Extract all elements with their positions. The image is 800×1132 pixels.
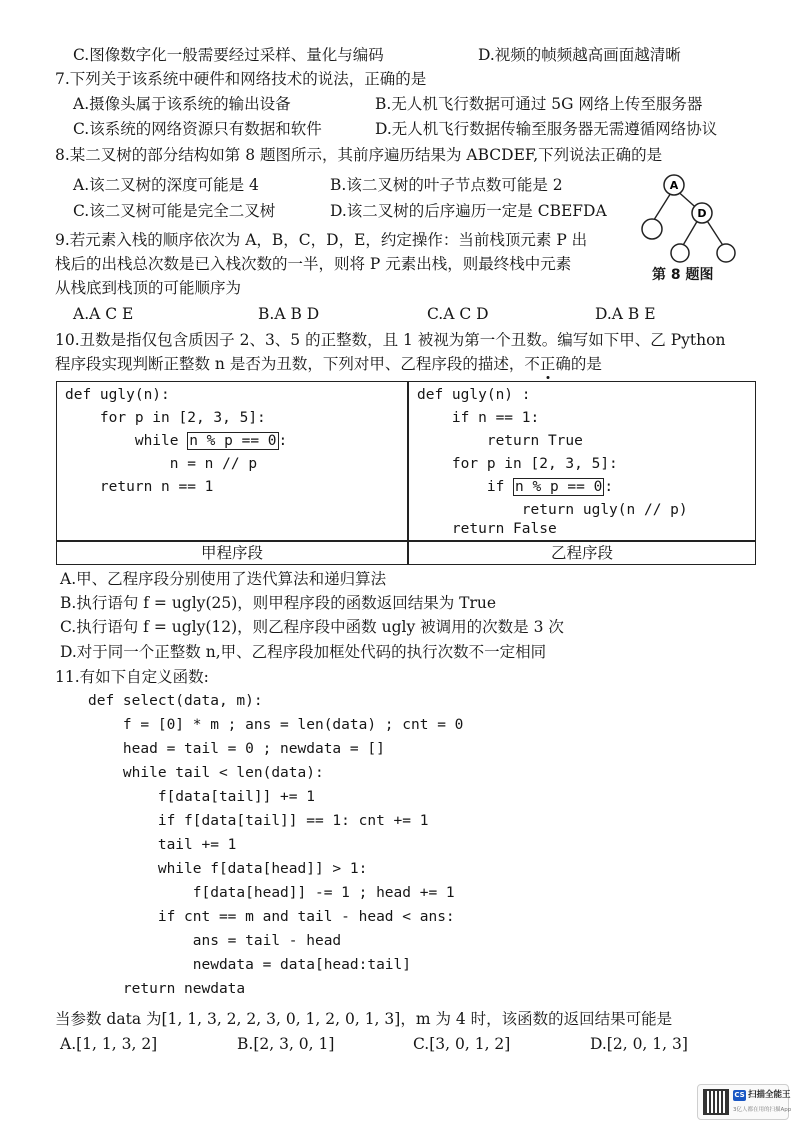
scanner-watermark-badge — [697, 1084, 792, 1120]
code-a-line-3-post: : — [278, 433, 288, 449]
q11-code-line: if cnt == m and tail - head < ans: — [88, 909, 455, 925]
q8-option-c: C.该二叉树可能是完全二叉树 — [73, 202, 276, 220]
figure-caption: 第 8 题图 — [652, 267, 714, 283]
q11-option-b: B.[2, 3, 0, 1] — [237, 1035, 335, 1053]
code-a-line-3 — [65, 430, 287, 453]
code-b-line-1: def ugly(n) : — [417, 387, 531, 403]
q11-option-d: D.[2, 0, 1, 3] — [590, 1035, 688, 1053]
q9-option-a: A.A C E — [73, 305, 134, 323]
q11-option-c: C.[3, 0, 1, 2] — [413, 1035, 511, 1053]
q10-option-b: B.执行语句 f = ugly(25)，则甲程序段的函数返回结果为 True — [60, 594, 497, 612]
q10-option-d: D.对于同一个正整数 n,甲、乙程序段加框处代码的执行次数不一定相同 — [60, 643, 547, 661]
tree-node-d-right — [717, 244, 735, 262]
q11-code-line: while tail < len(data): — [88, 765, 324, 781]
code-a-caption: 甲程序段 — [200, 544, 263, 562]
code-b-line-4: for p in [2, 3, 5]: — [417, 456, 618, 472]
tree-label-d: D — [697, 207, 707, 220]
code-b-line-7: return False — [417, 521, 557, 537]
binary-tree-figure — [640, 173, 760, 263]
q7-option-d: D.无人机飞行数据传输至服务器无需遵循网络协议 — [375, 120, 718, 138]
code-b-line-6: return ugly(n // p) — [417, 502, 688, 518]
table-divider-vertical — [407, 382, 409, 564]
q11-question: 当参数 data 为[1, 1, 3, 2, 2, 3, 0, 1, 2, 0, 1, 3]，m 为 4 时，该函数的返回结果可能是 — [55, 1010, 673, 1028]
q8-option-a: A.该二叉树的深度可能是 4 — [73, 176, 259, 194]
q10-line-1: 10.丑数是指仅包含质因子 2、3、5 的正整数，且 1 被视为第一个丑数。编写如下甲、乙 Python — [55, 331, 726, 349]
tree-label-a: A — [669, 179, 679, 192]
q11-option-a: A.[1, 1, 3, 2] — [60, 1035, 158, 1053]
q11-stem: 11.有如下自定义函数: — [55, 668, 209, 686]
q11-code-line: f = [0] * m ; ans = len(data) ; cnt = 0 — [88, 717, 464, 733]
q8-stem: 8.某二叉树的部分结构如第 8 题图所示，其前序遍历结果为 ABCDEF,下列说法正确的是 — [55, 146, 663, 164]
code-b-caption: 乙程序段 — [550, 544, 613, 562]
q9-line-3: 从栈底到栈顶的可能顺序为 — [55, 279, 242, 297]
q9-option-d: D.A B E — [595, 305, 656, 323]
code-a-line-1: def ugly(n): — [65, 387, 170, 403]
q10-line-2-pre: 程序段实现判断正整数 n 是否为丑数，下列对甲、乙程序段的描述， — [55, 355, 525, 373]
q8-option-b: B.该二叉树的叶子节点数可能是 2 — [330, 176, 563, 194]
q11-code-line: if f[data[tail]] == 1: cnt += 1 — [88, 813, 429, 829]
code-a-line-5: return n == 1 — [65, 479, 214, 495]
q8-option-d: D.该二叉树的后序遍历一定是 CBEFDA — [330, 202, 607, 220]
code-b-line-2: if n == 1: — [417, 410, 540, 426]
q10-emphasis-not-correct: 不正确 — [524, 355, 571, 373]
badge-tagline: 3亿人都在用的扫描App — [733, 1107, 792, 1113]
q10-option-a: A.甲、乙程序段分别使用了迭代算法和递归算法 — [60, 570, 387, 588]
q11-code-line: return newdata — [88, 981, 246, 997]
q6-option-d: D.视频的帧频越高画面越清晰 — [478, 46, 681, 64]
q10-line-2-post: 的是 — [570, 355, 602, 373]
q11-code-line: newdata = data[head:tail] — [88, 957, 412, 973]
q10-option-c: C.执行语句 f = ugly(12)，则乙程序段中函数 ugly 被调用的次数是 3 次 — [60, 618, 564, 636]
code-comparison-table — [56, 381, 756, 565]
q6-option-c: C.图像数字化一般需要经过采样、量化与编码 — [73, 46, 384, 64]
code-b-line-5 — [417, 476, 613, 499]
code-b-line-5-post: : — [604, 479, 614, 495]
code-a-line-3-pre: while — [65, 433, 188, 449]
q9-line-1: 9.若元素入栈的顺序依次为 A，B，C，D，E，约定操作：当前栈顶元素 P 出 — [55, 231, 588, 249]
q11-code-line: def select(data, m): — [88, 693, 263, 709]
q11-code-line: f[data[head]] -= 1 ; head += 1 — [88, 885, 455, 901]
q7-option-a: A.摄像头属于该系统的输出设备 — [73, 95, 291, 113]
q10-line-2 — [55, 353, 602, 375]
q11-code-line: ans = tail - head — [88, 933, 342, 949]
qr-code-icon — [703, 1089, 729, 1115]
q7-option-b: B.无人机飞行数据可通过 5G 网络上传至服务器 — [375, 95, 703, 113]
tree-node-left-leaf — [642, 219, 662, 239]
q9-option-c: C.A C D — [427, 305, 489, 323]
code-a-line-4: n = n // p — [65, 456, 258, 472]
code-b-line-5-pre: if — [417, 479, 514, 495]
q7-stem: 7.下列关于该系统中硬件和网络技术的说法，正确的是 — [55, 70, 427, 88]
q11-code-line: tail += 1 — [88, 837, 237, 853]
tree-node-d-left — [671, 244, 689, 262]
q9-line-2: 栈后的出栈总次数是已入栈次数的一半，则将 P 元素出栈，则最终栈中元素 — [55, 255, 572, 273]
camscanner-logo-icon: CS — [734, 1091, 745, 1099]
q7-option-c: C.该系统的网络资源只有数据和软件 — [73, 120, 322, 138]
code-a-boxed-condition: n % p == 0 — [189, 433, 277, 449]
q11-code-line: head = tail = 0 ; newdata = [] — [88, 741, 385, 757]
badge-app-name: 扫描全能王 — [748, 1090, 791, 1100]
q9-option-b: B.A B D — [258, 305, 320, 323]
q11-code-line: while f[data[head]] > 1: — [88, 861, 368, 877]
code-a-line-2: for p in [2, 3, 5]: — [65, 410, 266, 426]
code-b-line-3: return True — [417, 433, 583, 449]
code-b-boxed-condition: n % p == 0 — [515, 479, 603, 495]
q11-code-line: f[data[tail]] += 1 — [88, 789, 315, 805]
